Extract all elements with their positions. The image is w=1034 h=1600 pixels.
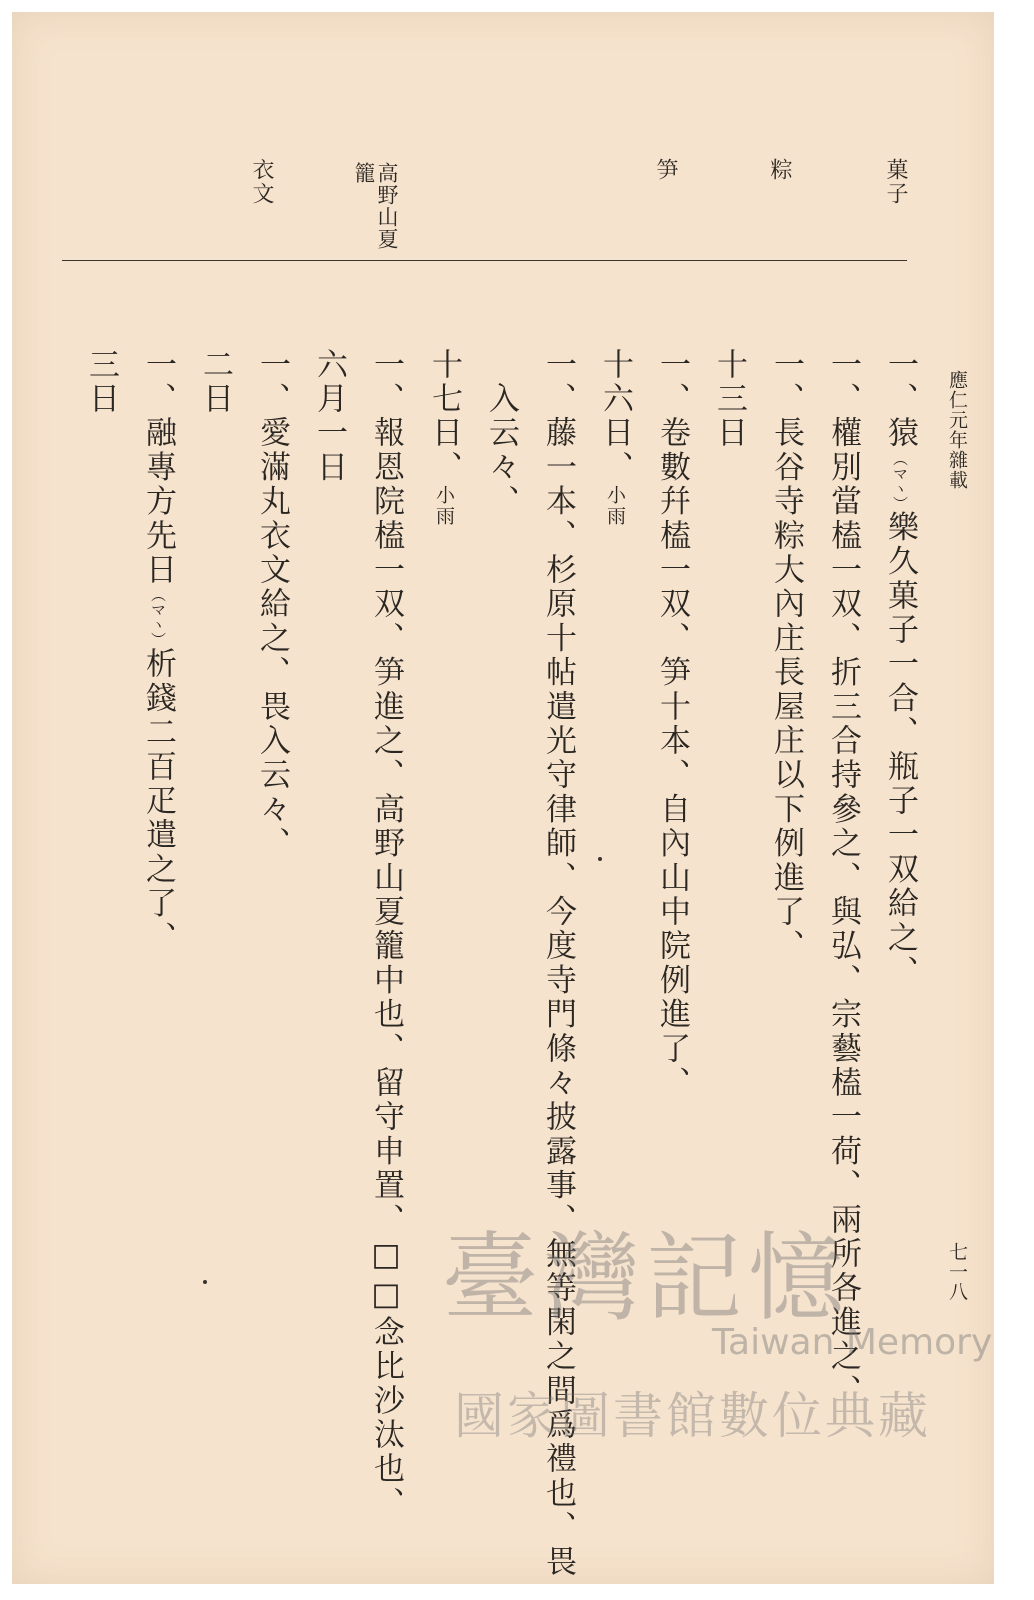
text-column-6 — [593, 348, 638, 527]
watermark-library: 國家圖書館數位典藏 — [454, 1387, 931, 1445]
text-column-7: 一、藤一本、杉原十帖遣光守律師、今度寺門條々披露事、無等閑之間爲禮也、畏 — [540, 348, 576, 1580]
text-column-5: 一、卷數幷榼一双、笋十本、自內山中院例進了、 — [654, 348, 690, 1101]
text-segment: 析錢二百疋遣之了、 — [140, 647, 176, 956]
date-label: 十七日、 — [426, 348, 462, 485]
text-segment: 一、融專方先日 — [140, 348, 176, 588]
weather-note: 小雨 — [604, 484, 626, 527]
text-segment: 一、猿 — [882, 348, 918, 451]
ink-speck — [598, 857, 602, 861]
editor-note: （マヽ） — [149, 587, 167, 648]
text-column-2: 一、權別當榼一双、折三合持參之、與弘、宗藝榼一荷、兩所各進之、 — [825, 348, 861, 1409]
upper-label-garment: 衣文 — [249, 158, 274, 206]
weather-note: 小雨 — [433, 484, 455, 527]
ink-speck — [203, 1280, 207, 1284]
text-column-10: 一、報恩院榼一双、笋進之、高野山夏籠中也、留守申置、□□念比沙汰也、 — [368, 348, 404, 1521]
upper-label-sweets: 菓子 — [883, 158, 908, 206]
editor-note: （マヽ） — [891, 450, 909, 511]
upper-label-koyasan-b: 籠 — [352, 162, 376, 184]
page-number: 七一八 — [946, 1242, 968, 1302]
text-column-4: 十三日 — [711, 348, 747, 451]
text-column-11: 六月一日 — [311, 348, 347, 485]
header-rule — [62, 260, 907, 261]
document-page — [12, 12, 994, 1584]
date-label: 十六日、 — [597, 348, 633, 485]
text-column-9 — [422, 348, 467, 527]
text-column-14 — [136, 348, 181, 955]
text-column-3: 一、長谷寺粽大內庄長屋庄以下例進了、 — [768, 348, 804, 964]
upper-label-bamboo-shoot: 笋 — [653, 158, 678, 182]
watermark-calligraphy: 臺灣記憶 — [442, 1222, 850, 1334]
text-column-1 — [878, 348, 923, 989]
text-column-8: 入云々、 — [483, 382, 519, 519]
text-segment: 樂久菓子一合、瓶子一双給之、 — [882, 510, 918, 990]
text-column-13: 二日 — [197, 348, 233, 417]
text-column-12: 一、愛滿丸衣文給之、畏入云々、 — [254, 348, 290, 861]
running-title: 應仁元年雜載 — [946, 370, 968, 490]
text-column-15: 三日 — [83, 348, 119, 417]
upper-label-koyasan-a: 高野山夏 — [375, 162, 399, 250]
upper-label-zongzi: 粽 — [767, 158, 792, 182]
watermark-english: Taiwan Memory — [712, 1322, 993, 1363]
